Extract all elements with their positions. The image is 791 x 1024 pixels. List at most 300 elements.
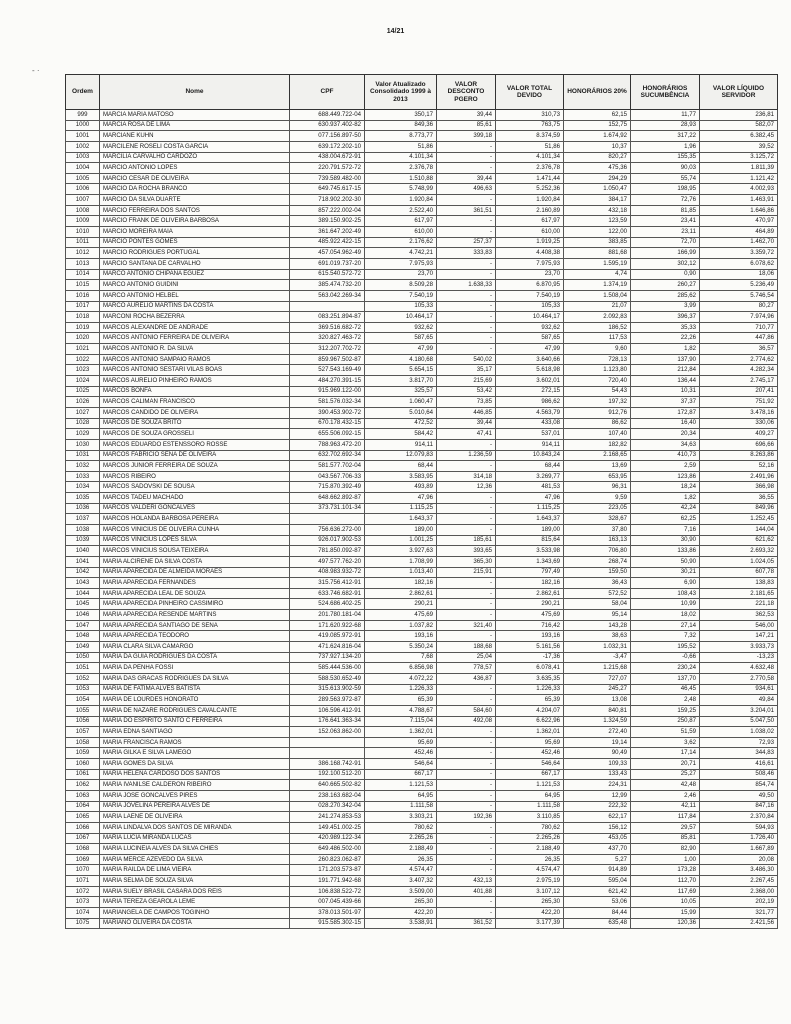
honorarios-cell: 912,76 (564, 407, 631, 418)
valor-atualizado-cell: 4.101,34 (365, 152, 437, 163)
valor-liquido-cell: 1.024,05 (700, 556, 778, 567)
valor-total-cell: 2.188,49 (496, 844, 564, 855)
honorarios-cell: 475,36 (564, 163, 631, 174)
table-row (66, 258, 778, 269)
honorarios-cell: 328,67 (564, 514, 631, 525)
honorarios-cell: 19,14 (564, 737, 631, 748)
valor-atualizado-cell: 422,20 (365, 908, 437, 919)
honorarios-cell: 10,37 (564, 141, 631, 152)
valor-atualizado-cell: 1.111,58 (365, 801, 437, 812)
honorarios-sucumbencia-cell: 155,35 (631, 152, 700, 163)
valor-liquido-cell: 3.478,16 (700, 407, 778, 418)
valor-atualizado-cell: 475,69 (365, 610, 437, 621)
valor-atualizado-cell: 914,11 (365, 439, 437, 450)
valor-desconto-cell: 215,69 (437, 376, 496, 387)
valor-atualizado-cell: 1.510,88 (365, 173, 437, 184)
honorarios-cell: 143,28 (564, 620, 631, 631)
ordem-cell: 1054 (66, 695, 100, 706)
honorarios-sucumbencia-cell: 172,87 (631, 407, 700, 418)
valor-desconto-cell: - (437, 152, 496, 163)
name-cell: MARCOS VINICIUS SOUSA TEIXEIRA (100, 546, 290, 557)
valor-atualizado-cell: 12.079,83 (365, 450, 437, 461)
valor-liquido-cell: 934,61 (700, 684, 778, 695)
valor-atualizado-cell: 3.817,70 (365, 376, 437, 387)
valor-total-cell: 815,64 (496, 535, 564, 546)
cpf-cell: 438.004.672-91 (290, 152, 365, 163)
valor-liquido-cell: 366,98 (700, 482, 778, 493)
honorarios-sucumbencia-cell: 117,69 (631, 886, 700, 897)
valor-liquido-cell: 696,66 (700, 439, 778, 450)
valor-total-cell: 986,62 (496, 397, 564, 408)
valor-liquido-cell: 8.263,86 (700, 450, 778, 461)
honorarios-sucumbencia-cell: 10,31 (631, 386, 700, 397)
valor-desconto-cell: - (437, 493, 496, 504)
valor-atualizado-cell: 849,36 (365, 120, 437, 131)
valor-total-cell: 4.101,34 (496, 152, 564, 163)
valor-atualizado-cell: 8.773,77 (365, 131, 437, 142)
valor-liquido-cell: 72,93 (700, 737, 778, 748)
honorarios-cell: 437,70 (564, 844, 631, 855)
valor-liquido-cell: 49,50 (700, 791, 778, 802)
valor-total-cell: 5.618,98 (496, 365, 564, 376)
valor-atualizado-cell: 189,00 (365, 524, 437, 535)
honorarios-sucumbencia-cell: 285,62 (631, 290, 700, 301)
name-cell: MARIA DE LOURDES HONORATO (100, 695, 290, 706)
valor-liquido-cell: 3.204,01 (700, 705, 778, 716)
honorarios-cell: 152,75 (564, 120, 631, 131)
table-row (66, 429, 778, 440)
cpf-cell: 857.222.002-04 (290, 205, 365, 216)
cpf-cell: 312.207.702-72 (290, 344, 365, 355)
valor-atualizado-cell: 8.509,28 (365, 280, 437, 291)
honorarios-sucumbencia-cell: 0,90 (631, 269, 700, 280)
name-cell: MARCIO MOREIRA MAIA (100, 227, 290, 238)
valor-desconto-cell: - (437, 759, 496, 770)
valor-total-cell: 6.078,41 (496, 663, 564, 674)
valor-total-cell: 4.574,47 (496, 865, 564, 876)
honorarios-sucumbencia-cell: 15,99 (631, 908, 700, 919)
table-row (66, 737, 778, 748)
ordem-cell: 1072 (66, 886, 100, 897)
valor-atualizado-cell: 23,70 (365, 269, 437, 280)
ordem-cell: 1075 (66, 918, 100, 929)
honorarios-cell: 727,07 (564, 673, 631, 684)
honorarios-cell: 117,53 (564, 333, 631, 344)
honorarios-sucumbencia-cell: 7,32 (631, 631, 700, 642)
valor-desconto-cell: - (437, 833, 496, 844)
ordem-cell: 1067 (66, 833, 100, 844)
ordem-cell: 1048 (66, 631, 100, 642)
valor-liquido-cell: 3.933,73 (700, 642, 778, 653)
valor-desconto-cell: - (437, 822, 496, 833)
valor-desconto-cell: - (437, 791, 496, 802)
honorarios-cell: 107,40 (564, 429, 631, 440)
cpf-cell: 315.756.412-91 (290, 578, 365, 589)
honorarios-cell: 268,74 (564, 556, 631, 567)
honorarios-sucumbencia-cell: 195,52 (631, 642, 700, 653)
honorarios-sucumbencia-cell: 18,02 (631, 610, 700, 621)
cpf-cell: 632.702.692-34 (290, 450, 365, 461)
valor-total-cell: 3.533,98 (496, 546, 564, 557)
table-row (66, 227, 778, 238)
valor-desconto-cell: 321,40 (437, 620, 496, 631)
ordem-cell: 1056 (66, 716, 100, 727)
cpf-cell: 737.927.134-20 (290, 652, 365, 663)
valor-liquido-cell: 221,18 (700, 599, 778, 610)
honorarios-sucumbencia-cell: 37,37 (631, 397, 700, 408)
ordem-cell: 1053 (66, 684, 100, 695)
ordem-cell: 1021 (66, 344, 100, 355)
honorarios-cell: 90,49 (564, 748, 631, 759)
cpf-cell: 915.585.302-15 (290, 918, 365, 929)
honorarios-cell: 914,89 (564, 865, 631, 876)
name-cell: MARCILENE ROSELI COSTA GARCIA (100, 141, 290, 152)
honorarios-cell: 159,50 (564, 567, 631, 578)
valor-liquido-cell: 1.462,70 (700, 237, 778, 248)
valor-total-cell: 290,21 (496, 599, 564, 610)
valor-total-cell: 587,65 (496, 333, 564, 344)
valor-total-cell: 546,64 (496, 759, 564, 770)
name-cell: MARCIO DA ROCHA BRANCO (100, 184, 290, 195)
honorarios-cell: 9,60 (564, 344, 631, 355)
valor-total-cell: 3.107,12 (496, 886, 564, 897)
ordem-cell: 1049 (66, 642, 100, 653)
valor-liquido-cell: 362,53 (700, 610, 778, 621)
honorarios-sucumbencia-cell: 260,27 (631, 280, 700, 291)
name-cell: MARIA GILKA E SILVA LAMEGO (100, 748, 290, 759)
valor-liquido-cell: 4.632,48 (700, 663, 778, 674)
valor-atualizado-cell: 7.540,19 (365, 290, 437, 301)
valor-liquido-cell: 2.693,32 (700, 546, 778, 557)
valor-liquido-cell: 236,81 (700, 110, 778, 121)
table-row (66, 301, 778, 312)
valor-total-cell: 3.269,77 (496, 471, 564, 482)
valor-atualizado-cell: 667,17 (365, 769, 437, 780)
valor-desconto-cell: - (437, 461, 496, 472)
cpf-cell: 315.613.902-59 (290, 684, 365, 695)
valor-atualizado-cell: 47,96 (365, 493, 437, 504)
ordem-cell: 1062 (66, 780, 100, 791)
valor-liquido-cell: 1.038,02 (700, 727, 778, 738)
honorarios-cell: 245,27 (564, 684, 631, 695)
valor-liquido-cell: 3.125,72 (700, 152, 778, 163)
honorarios-sucumbencia-cell: 10,05 (631, 897, 700, 908)
valor-atualizado-cell: 2.376,78 (365, 163, 437, 174)
valor-liquido-cell: 847,16 (700, 801, 778, 812)
table-row (66, 322, 778, 333)
valor-total-cell: 310,73 (496, 110, 564, 121)
header-valor-liquido: VALOR LÍQUIDO SERVIDOR (700, 75, 778, 110)
valor-liquido-cell: 1.252,45 (700, 514, 778, 525)
valor-atualizado-cell: 1.920,84 (365, 195, 437, 206)
ordem-cell: 1015 (66, 280, 100, 291)
name-cell: MARCOS ANTONIO FERREIRA DE OLIVEIRA (100, 333, 290, 344)
valor-liquido-cell: 1.121,42 (700, 173, 778, 184)
table-row (66, 365, 778, 376)
valor-total-cell: 272,15 (496, 386, 564, 397)
table-row (66, 791, 778, 802)
valor-atualizado-cell: 7.975,93 (365, 258, 437, 269)
valor-liquido-cell: 416,61 (700, 759, 778, 770)
honorarios-sucumbencia-cell: 133,86 (631, 546, 700, 557)
table-row (66, 461, 778, 472)
valor-desconto-cell: 361,51 (437, 205, 496, 216)
name-cell: MARCOS SADOVSKI DE SOUSA (100, 482, 290, 493)
valor-atualizado-cell: 7.115,04 (365, 716, 437, 727)
valor-liquido-cell: 2.774,62 (700, 354, 778, 365)
ordem-cell: 1027 (66, 407, 100, 418)
table-row (66, 120, 778, 131)
valor-atualizado-cell: 3.583,95 (365, 471, 437, 482)
cpf-cell: 640.665.502-82 (290, 780, 365, 791)
valor-liquido-cell: 470,97 (700, 216, 778, 227)
valor-desconto-cell: - (437, 312, 496, 323)
name-cell: MARCOS AURELIO PINHEIRO RAMOS (100, 376, 290, 387)
honorarios-sucumbencia-cell: 81,85 (631, 205, 700, 216)
valor-desconto-cell: - (437, 588, 496, 599)
valor-atualizado-cell: 4.788,67 (365, 705, 437, 716)
valor-total-cell: 617,97 (496, 216, 564, 227)
valor-desconto-cell: 446,85 (437, 407, 496, 418)
cpf-cell: 649.745.617-15 (290, 184, 365, 195)
table-row (66, 514, 778, 525)
valor-atualizado-cell: 3.509,00 (365, 886, 437, 897)
valor-desconto-cell: - (437, 865, 496, 876)
valor-liquido-cell: 20,08 (700, 854, 778, 865)
valor-atualizado-cell: 1.001,25 (365, 535, 437, 546)
valor-atualizado-cell: 2.862,61 (365, 588, 437, 599)
valor-liquido-cell: 409,27 (700, 429, 778, 440)
valor-liquido-cell: 2.368,00 (700, 886, 778, 897)
honorarios-cell: 5,27 (564, 854, 631, 865)
honorarios-cell: 432,18 (564, 205, 631, 216)
table-row (66, 684, 778, 695)
ordem-cell: 1066 (66, 822, 100, 833)
valor-atualizado-cell: 452,46 (365, 748, 437, 759)
name-cell: MARCOS DE SOUZA BRITO (100, 418, 290, 429)
ordem-cell: 1016 (66, 290, 100, 301)
valor-total-cell: 2.376,78 (496, 163, 564, 174)
honorarios-cell: 1.032,31 (564, 642, 631, 653)
honorarios-sucumbencia-cell: 1,96 (631, 141, 700, 152)
valor-total-cell: 51,86 (496, 141, 564, 152)
valor-desconto-cell: - (437, 599, 496, 610)
page-number: 14/21 (386, 28, 405, 35)
valor-desconto-cell: 73,85 (437, 397, 496, 408)
valor-total-cell: 433,08 (496, 418, 564, 429)
valor-total-cell: 4.204,07 (496, 705, 564, 716)
honorarios-cell: 720,40 (564, 376, 631, 387)
header-cpf: CPF (290, 75, 365, 110)
table-row (66, 386, 778, 397)
name-cell: MARIA DE FATIMA ALVES BATISTA (100, 684, 290, 695)
table-row (66, 620, 778, 631)
name-cell: MARIANGELA DE CAMPOS TOGINHO (100, 908, 290, 919)
cpf-cell: 378.013.501-97 (290, 908, 365, 919)
honorarios-sucumbencia-cell: 11,77 (631, 110, 700, 121)
ordem-cell: 1036 (66, 503, 100, 514)
name-cell: MARIA CLARA SILVA CAMARGO (100, 642, 290, 653)
honorarios-cell: 12,99 (564, 791, 631, 802)
valor-desconto-cell: - (437, 695, 496, 706)
honorarios-sucumbencia-cell: 85,81 (631, 833, 700, 844)
valor-desconto-cell: 215,91 (437, 567, 496, 578)
valor-total-cell: 2.160,89 (496, 205, 564, 216)
valor-atualizado-cell: 3.303,21 (365, 812, 437, 823)
name-cell: MARCOS JUNIOR FERREIRA DE SOUZA (100, 461, 290, 472)
valor-atualizado-cell: 2.265,26 (365, 833, 437, 844)
valor-atualizado-cell: 3.927,63 (365, 546, 437, 557)
honorarios-cell: 384,17 (564, 195, 631, 206)
valor-liquido-cell: 344,83 (700, 748, 778, 759)
name-cell: MARIA LINDALVA DOS SANTOS DE MIRANDA (100, 822, 290, 833)
ordem-cell: 1074 (66, 908, 100, 919)
valor-liquido-cell: 4.002,93 (700, 184, 778, 195)
valor-desconto-cell: 399,18 (437, 131, 496, 142)
table-row (66, 471, 778, 482)
cpf-cell: 915.969.122-00 (290, 386, 365, 397)
valor-liquido-cell: 6.382,45 (700, 131, 778, 142)
cpf-cell: 670.178.432-15 (290, 418, 365, 429)
valor-total-cell: 6.622,96 (496, 716, 564, 727)
valor-total-cell: 914,11 (496, 439, 564, 450)
honorarios-sucumbencia-cell: 23,11 (631, 227, 700, 238)
valor-atualizado-cell: 3.538,91 (365, 918, 437, 929)
honorarios-sucumbencia-cell: 50,90 (631, 556, 700, 567)
valor-total-cell: 1.121,53 (496, 780, 564, 791)
cpf-cell: 390.453.902-72 (290, 407, 365, 418)
valor-desconto-cell: 333,83 (437, 248, 496, 259)
valor-atualizado-cell: 587,65 (365, 333, 437, 344)
table-row (66, 822, 778, 833)
cpf-cell: 788.963.472-20 (290, 439, 365, 450)
honorarios-cell: 21,07 (564, 301, 631, 312)
honorarios-sucumbencia-cell: 30,21 (631, 567, 700, 578)
header-honorarios: HONORÁRIOS 20% (564, 75, 631, 110)
valor-atualizado-cell: 1.643,37 (365, 514, 437, 525)
table-row (66, 918, 778, 929)
honorarios-cell: 122,00 (564, 227, 631, 238)
valor-total-cell: 537,01 (496, 429, 564, 440)
valor-atualizado-cell: 265,30 (365, 897, 437, 908)
name-cell: MARCO ANTONIO HELBEL (100, 290, 290, 301)
valor-atualizado-cell: 780,62 (365, 822, 437, 833)
valor-total-cell: 2.265,26 (496, 833, 564, 844)
valor-atualizado-cell: 6.856,98 (365, 663, 437, 674)
valor-atualizado-cell: 1.226,33 (365, 684, 437, 695)
valor-liquido-cell: 849,96 (700, 503, 778, 514)
ordem-cell: 1023 (66, 365, 100, 376)
valor-desconto-cell: 496,63 (437, 184, 496, 195)
cpf-cell: 649.486.502-00 (290, 844, 365, 855)
header-honorarios-sucumbencia: HONORÁRIOS SUCUMBÊNCIA (631, 75, 700, 110)
cpf-cell: 926.017.902-53 (290, 535, 365, 546)
honorarios-sucumbencia-cell: 23,41 (631, 216, 700, 227)
name-cell: MARIA DE NAZARE RODRIGUES CAVALCANTE (100, 705, 290, 716)
valor-liquido-cell: -13,23 (700, 652, 778, 663)
valor-total-cell: 26,35 (496, 854, 564, 865)
honorarios-sucumbencia-cell: 108,43 (631, 588, 700, 599)
table-row (66, 759, 778, 770)
honorarios-sucumbencia-cell: 3,62 (631, 737, 700, 748)
valor-liquido-cell: 464,89 (700, 227, 778, 238)
name-cell: MARIA LAENE DE OLIVEIRA (100, 812, 290, 823)
honorarios-cell: 109,33 (564, 759, 631, 770)
cpf-cell: 289.563.972-87 (290, 695, 365, 706)
name-cell: MARCO ANTONIO CHIPANA EGUEZ (100, 269, 290, 280)
valor-desconto-cell: 35,17 (437, 365, 496, 376)
valor-liquido-cell: 508,46 (700, 769, 778, 780)
name-cell: MARCIO DA SILVA DUARTE (100, 195, 290, 206)
honorarios-sucumbencia-cell: 90,03 (631, 163, 700, 174)
honorarios-sucumbencia-cell: 72,70 (631, 237, 700, 248)
honorarios-sucumbencia-cell: 20,71 (631, 759, 700, 770)
name-cell: MARIA SUELY BRASIL CASARA DOS REIS (100, 886, 290, 897)
valor-total-cell: 10.843,24 (496, 450, 564, 461)
ordem-cell: 1029 (66, 429, 100, 440)
honorarios-sucumbencia-cell: 3,99 (631, 301, 700, 312)
valor-liquido-cell: 447,86 (700, 333, 778, 344)
table-row (66, 642, 778, 653)
ordem-cell: 1045 (66, 599, 100, 610)
valor-total-cell: 422,20 (496, 908, 564, 919)
cpf-cell: 524.686.402-25 (290, 599, 365, 610)
valor-total-cell: 1.343,69 (496, 556, 564, 567)
valor-desconto-cell: - (437, 737, 496, 748)
valor-atualizado-cell: 1.013,40 (365, 567, 437, 578)
honorarios-cell: 182,82 (564, 439, 631, 450)
valor-total-cell: 1.115,25 (496, 503, 564, 514)
honorarios-sucumbencia-cell: 123,86 (631, 471, 700, 482)
header-valor-atualizado: Valor Atualizado Consolidado 1999 à 2013 (365, 75, 437, 110)
honorarios-sucumbencia-cell: 20,34 (631, 429, 700, 440)
honorarios-sucumbencia-cell: 7,16 (631, 524, 700, 535)
honorarios-cell: 156,12 (564, 822, 631, 833)
name-cell: MARCIO FRANK DE OLIVEIRA BARBOSA (100, 216, 290, 227)
valor-liquido-cell: 607,78 (700, 567, 778, 578)
table-row (66, 844, 778, 855)
ordem-cell: 1051 (66, 663, 100, 674)
valor-atualizado-cell: 325,57 (365, 386, 437, 397)
cpf-cell: 320.827.463-72 (290, 333, 365, 344)
valor-atualizado-cell: 64,95 (365, 791, 437, 802)
valor-desconto-cell: - (437, 333, 496, 344)
valor-atualizado-cell: 5.350,24 (365, 642, 437, 653)
ordem-cell: 1005 (66, 173, 100, 184)
honorarios-cell: 54,43 (564, 386, 631, 397)
table-row (66, 631, 778, 642)
valor-desconto-cell: 25,04 (437, 652, 496, 663)
cpf-cell: 220.791.572-72 (290, 163, 365, 174)
header-valor-desconto: VALOR DESCONTO PGERO (437, 75, 496, 110)
ordem-cell: 1020 (66, 333, 100, 344)
table-row (66, 482, 778, 493)
honorarios-sucumbencia-cell: 34,63 (631, 439, 700, 450)
valor-atualizado-cell: 182,16 (365, 578, 437, 589)
cpf-cell: 688.449.722-04 (290, 110, 365, 121)
valor-atualizado-cell: 5.010,64 (365, 407, 437, 418)
ordem-cell: 1032 (66, 461, 100, 472)
table-row (66, 865, 778, 876)
cpf-cell: 077.156.897-50 (290, 131, 365, 142)
ordem-cell: 1025 (66, 386, 100, 397)
cpf-cell: 176.641.363-34 (290, 716, 365, 727)
valor-liquido-cell: 1.463,91 (700, 195, 778, 206)
honorarios-cell: 223,05 (564, 503, 631, 514)
valor-desconto-cell: - (437, 290, 496, 301)
valor-liquido-cell: 52,16 (700, 461, 778, 472)
honorarios-cell: 163,13 (564, 535, 631, 546)
